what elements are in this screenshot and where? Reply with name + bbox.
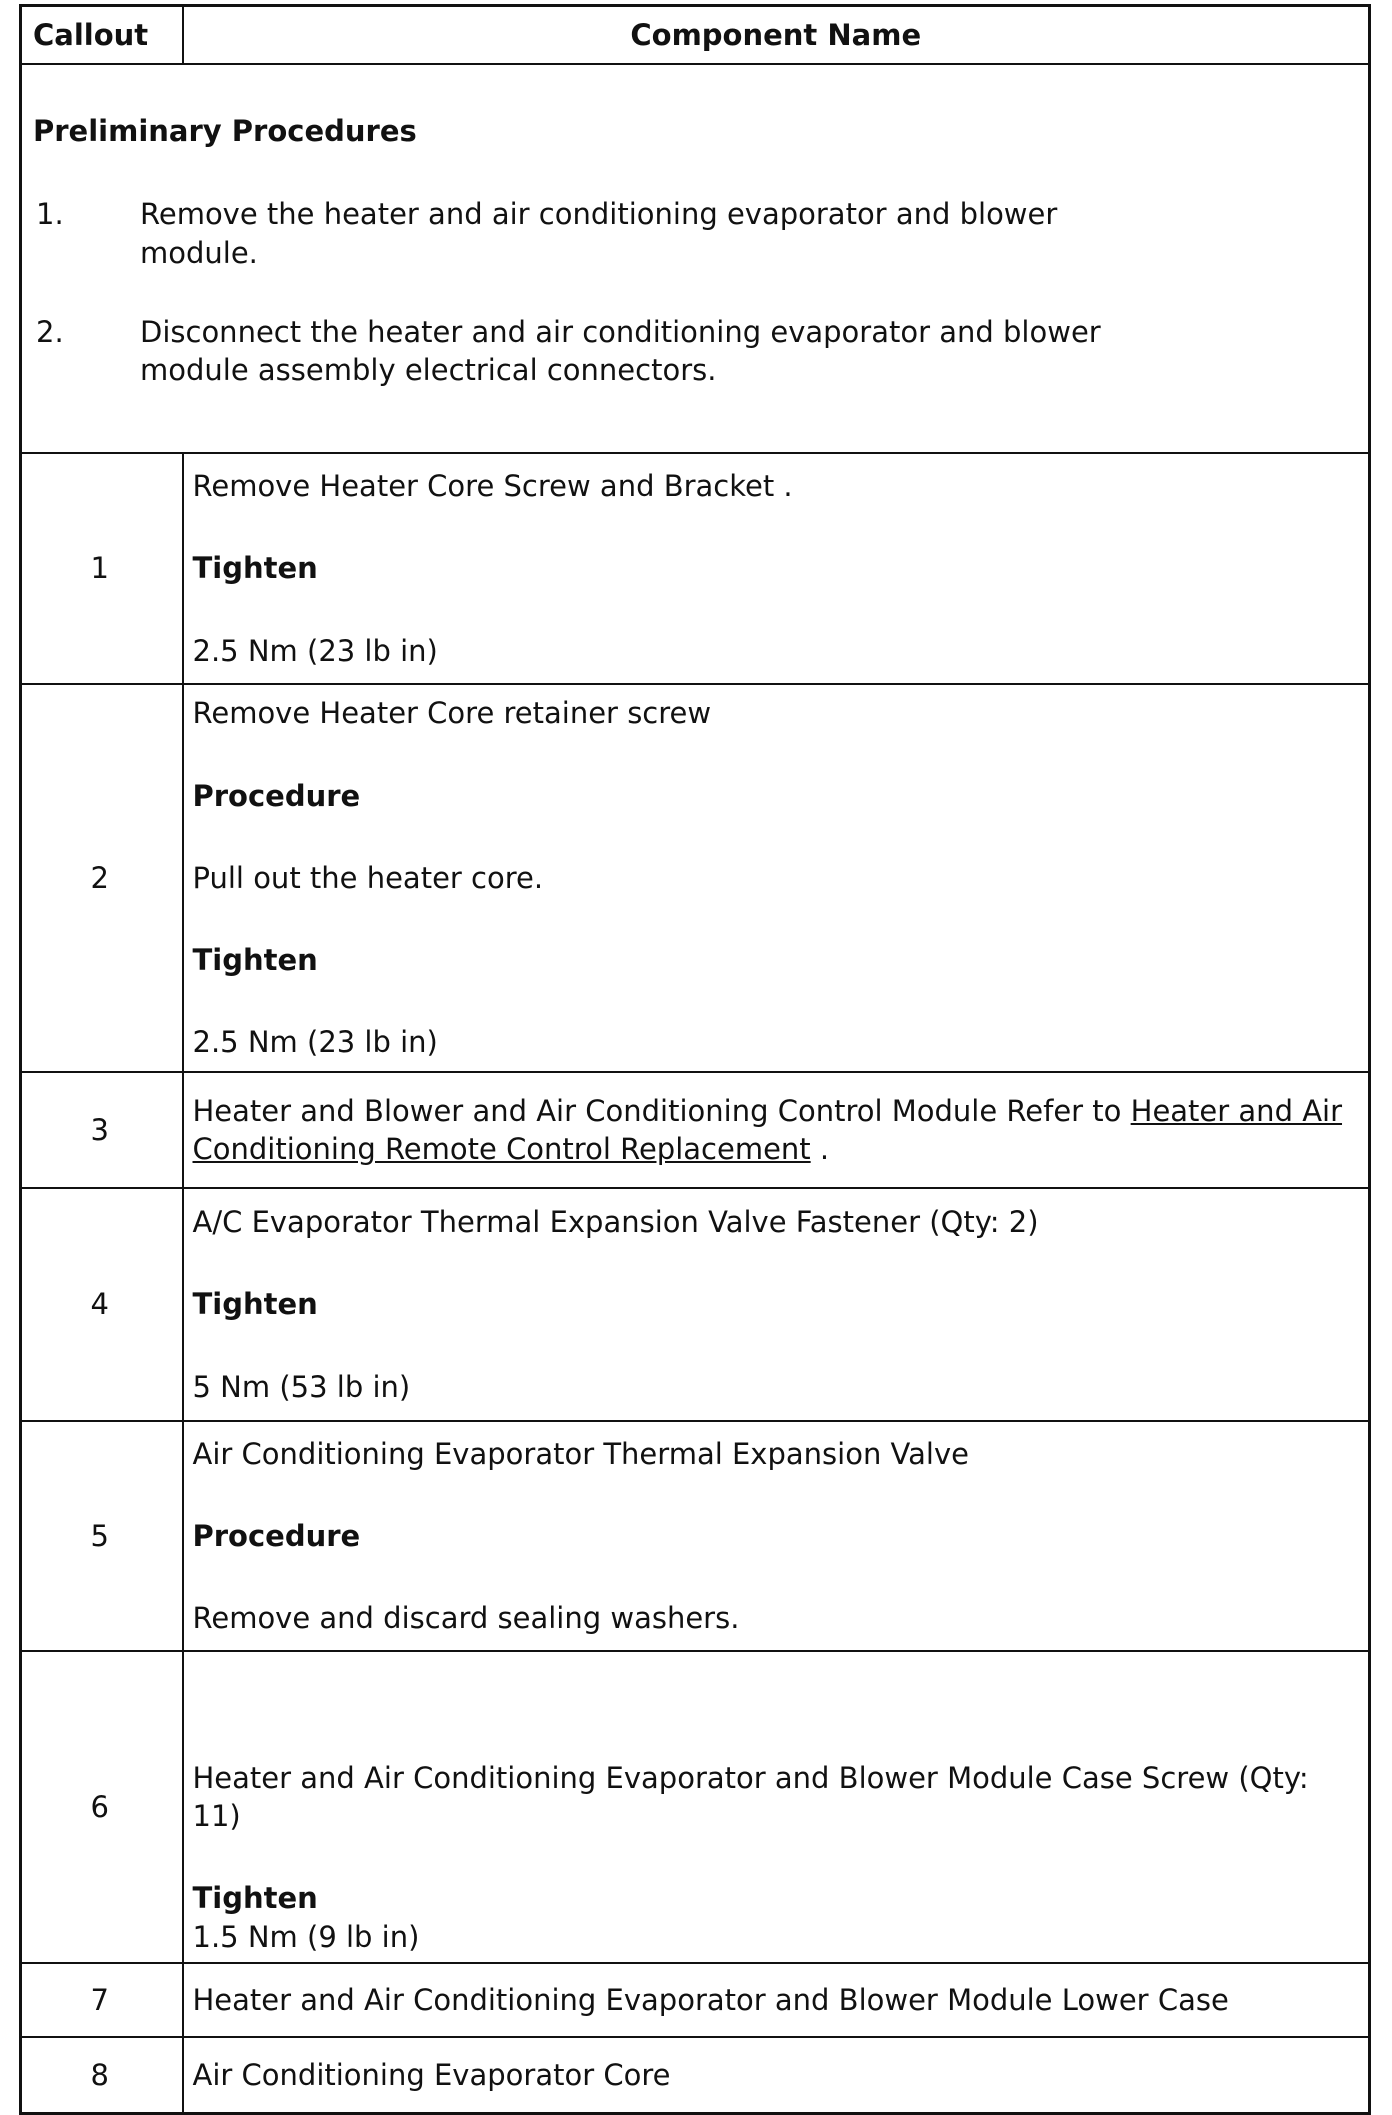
callout-table	[19, 4, 1371, 2115]
table-row	[21, 1421, 1370, 1651]
procedure-text: Pull out the heater core.	[192, 860, 544, 895]
component-cell	[183, 1072, 1370, 1188]
component-name: Heater and Air Conditioning Evaporator and Blower Module Case Screw (Qty: 11)	[192, 1760, 1309, 1834]
callout-number: 1	[21, 453, 183, 684]
callout-number: 5	[21, 1421, 183, 1651]
tighten-label: Tighten	[192, 943, 318, 978]
preliminary-step	[33, 313, 1357, 390]
component-cell	[183, 1421, 1370, 1651]
component-cell	[183, 1651, 1370, 1963]
table-row	[21, 453, 1370, 684]
preliminary-step	[33, 195, 1357, 272]
component-name-text: Heater and Blower and Air Conditioning Control Module Refer to	[192, 1093, 1122, 1128]
callout-number: 3	[21, 1072, 183, 1188]
step-number: 2.	[36, 314, 64, 349]
callout-number: 7	[21, 1963, 183, 2037]
callout-number: 4	[21, 1188, 183, 1421]
preliminary-title: Preliminary Procedures	[33, 114, 417, 148]
procedure-label: Procedure	[192, 1518, 361, 1553]
preliminary-row	[21, 64, 1370, 453]
procedure-document	[19, 4, 1368, 2115]
callout-number: 2	[21, 684, 183, 1072]
table-row	[21, 1651, 1370, 1963]
component-name: Remove Heater Core Screw and Bracket .	[192, 469, 793, 504]
header-callout: Callout	[21, 6, 183, 65]
procedure-text: Remove and discard sealing washers.	[192, 1601, 740, 1636]
table-row	[21, 1188, 1370, 1421]
tighten-label: Tighten	[192, 551, 318, 586]
component-name: Remove Heater Core retainer screw	[192, 696, 712, 731]
component-cell	[183, 684, 1370, 1072]
component-name: Air Conditioning Evaporator Thermal Expansion Valve	[192, 1436, 969, 1471]
component-name: A/C Evaporator Thermal Expansion Valve Fastener (Qty: 2)	[192, 1205, 1039, 1240]
component-cell	[183, 453, 1370, 684]
torque-value: 2.5 Nm (23 lb in)	[192, 633, 438, 668]
table-row	[21, 2037, 1370, 2114]
step-text: Disconnect the heater and air conditioning evaporator and blower module assembly electrical connectors.	[140, 314, 1101, 388]
table-row	[21, 684, 1370, 1072]
preliminary-procedures	[21, 64, 1370, 453]
step-number: 1.	[36, 197, 64, 232]
tighten-label: Tighten	[192, 1287, 318, 1322]
torque-value: 2.5 Nm (23 lb in)	[192, 1025, 438, 1060]
component-name	[193, 1092, 1358, 1169]
step-text: Remove the heater and air conditioning evaporator and blower module.	[140, 197, 1058, 270]
table-header-row	[21, 6, 1370, 65]
table-row	[21, 1963, 1370, 2037]
component-cell	[183, 1188, 1370, 1421]
torque-value: 5 Nm (53 lb in)	[192, 1369, 411, 1404]
callout-number: 6	[21, 1651, 183, 1963]
torque-value: 1.5 Nm (9 lb in)	[192, 1919, 420, 1954]
table-row	[21, 1072, 1370, 1188]
remote-control-replacement-link[interactable]: Heater and Air Conditioning Remote Control Replacement	[192, 1093, 1343, 1166]
callout-number: 8	[21, 2037, 183, 2114]
procedure-label: Procedure	[192, 778, 361, 813]
component-name: Air Conditioning Evaporator Core	[183, 2037, 1370, 2114]
header-component-name: Component Name	[183, 6, 1370, 65]
tighten-label: Tighten	[192, 1881, 318, 1916]
link-suffix: .	[819, 1132, 830, 1166]
component-name: Heater and Air Conditioning Evaporator and Blower Module Lower Case	[183, 1963, 1370, 2037]
